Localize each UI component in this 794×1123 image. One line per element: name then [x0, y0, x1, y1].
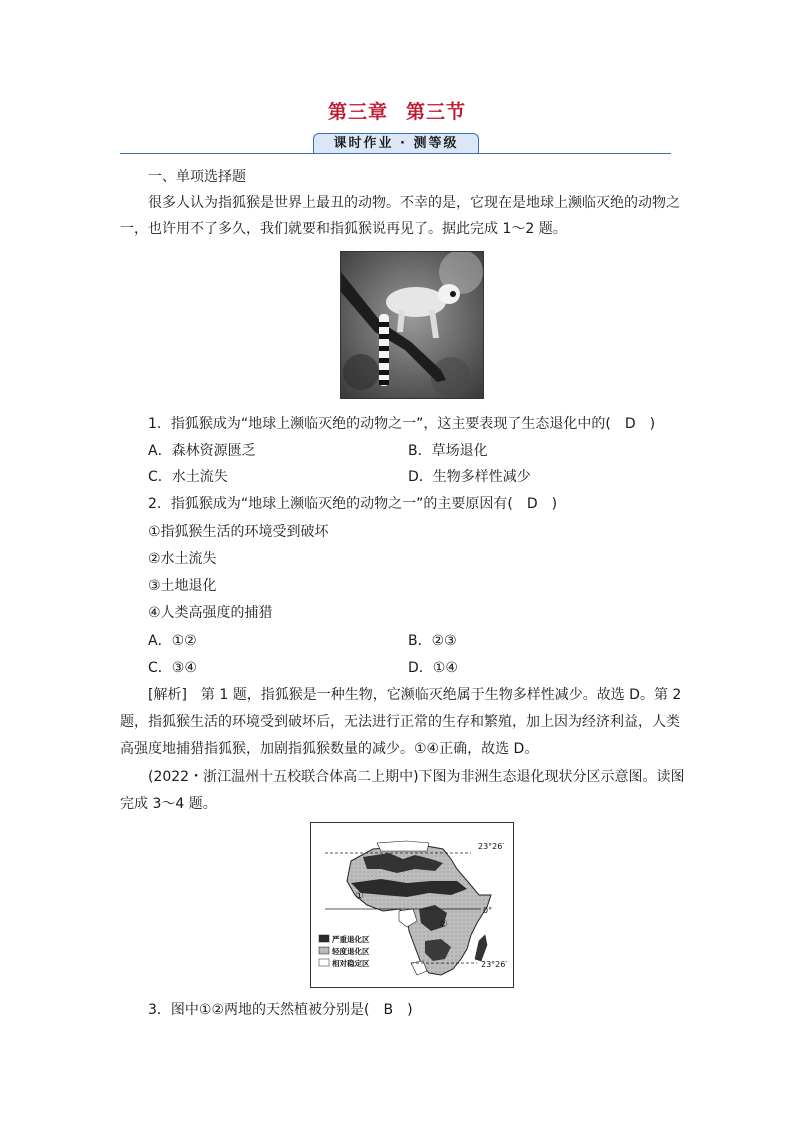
lemur-photo — [340, 251, 484, 399]
q2-option-a: A．①② — [148, 633, 197, 649]
header-divider — [120, 153, 671, 154]
chapter-label: 第三章 — [327, 101, 388, 123]
lemur-photo-icon — [341, 252, 483, 398]
q1-option-c: C．水土流失 — [148, 469, 228, 485]
lat-bottom-label: 23°26′ — [481, 960, 508, 969]
lat-top-label: 23°26′ — [478, 842, 505, 851]
question-1-stem: 1．指狐猴成为“地球上濒临灭绝的动物之一”，这主要表现了生态退化中的( D ) — [148, 416, 656, 432]
africa-degradation-map — [310, 822, 514, 988]
homework-banner: 课时作业 · 测等级 — [313, 133, 479, 154]
intro-line-2: 一，也许用不了多久，我们就要和指狐猴说再见了。据此完成 1～2 题。 — [120, 221, 567, 237]
q2-option-c: C．③④ — [148, 660, 197, 676]
analysis-line-3: 高强度地捕猎指狐猴，加剧指狐猴数量的减少。①④正确，故选 D。 — [120, 741, 539, 757]
africa-map-icon — [311, 823, 513, 987]
context-line-2: 完成 3～4 题。 — [120, 796, 217, 812]
question-2-stem: 2．指狐猴成为“地球上濒临灭绝的动物之一”的主要原因有( D ) — [148, 496, 558, 512]
marker-1: ① — [355, 891, 364, 902]
q1-option-b: B．草场退化 — [408, 443, 488, 459]
q1-option-d: D．生物多样性减少 — [408, 469, 531, 485]
q2-option-d: D．①④ — [408, 660, 458, 676]
analysis-line-2: 题，指狐猴生活的环境受到破坏后，无法进行正常的生存和繁殖，加上因为经济利益，人类 — [120, 714, 680, 730]
q2-option-b: B．②③ — [408, 633, 457, 649]
part-heading: 一、单项选择题 — [148, 169, 246, 185]
context-line-1: (2022・浙江温州十五校联合体高二上期中)下图为非洲生态退化现状分区示意图。读图 — [148, 769, 685, 785]
legend-stable: 相对稳定区 — [332, 959, 370, 968]
q2-item-1: ①指狐猴生活的环境受到破坏 — [148, 524, 329, 540]
question-3-stem: 3．图中①②两地的天然植被分别是( B ) — [148, 1002, 413, 1018]
legend-mild: 轻度退化区 — [332, 947, 370, 956]
section-label: 第三节 — [406, 101, 467, 123]
analysis-line-1: [解析] 第 1 题，指狐猴是一种生物，它濒临灭绝属于生物多样性减少。故选 D。第 2 — [148, 687, 682, 703]
marker-2: ② — [439, 919, 448, 930]
q1-option-a: A．森林资源匮乏 — [148, 443, 256, 459]
q2-item-4: ④人类高强度的捕猎 — [148, 605, 273, 621]
lat-equator-label: 0° — [483, 906, 493, 915]
q2-item-3: ③土地退化 — [148, 578, 217, 594]
page-title — [0, 97, 794, 124]
legend-severe: 严重退化区 — [332, 935, 370, 944]
intro-line-1: 很多人认为指狐猴是世界上最丑的动物。不幸的是，它现在是地球上濒临灭绝的动物之 — [148, 195, 680, 211]
q2-item-2: ②水土流失 — [148, 551, 217, 567]
